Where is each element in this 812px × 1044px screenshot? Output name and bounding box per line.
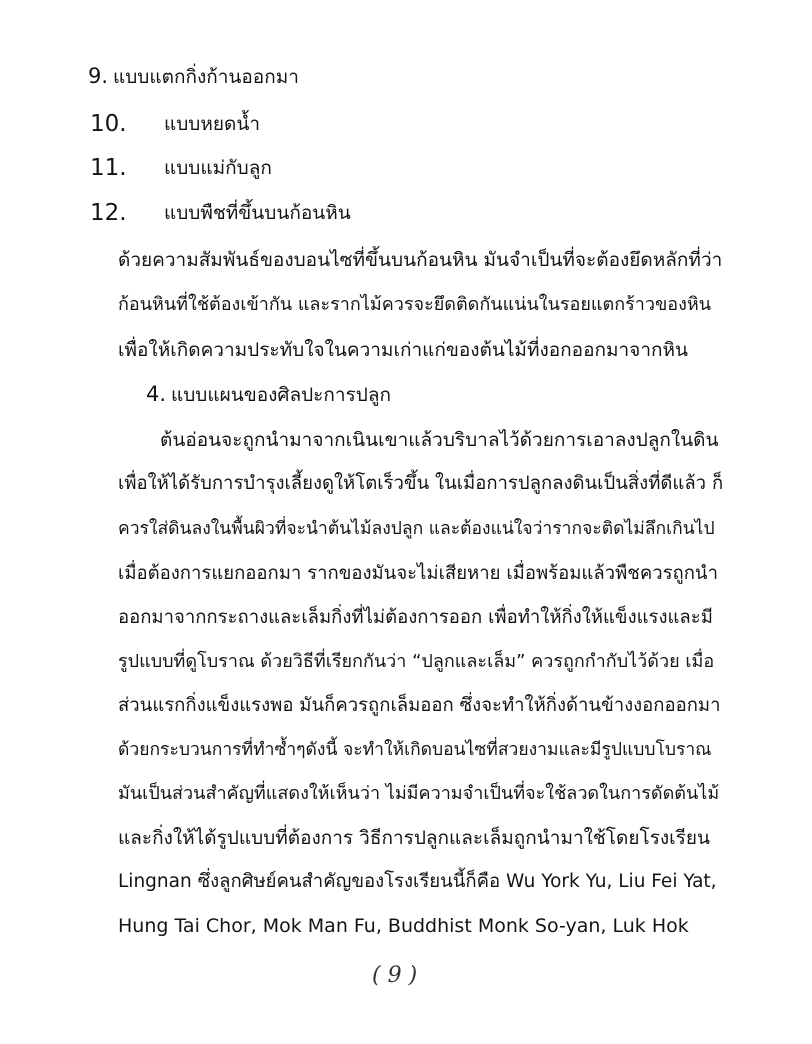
paragraph2-line-6: รูปแบบที่ดูโบราณ ด้วยวิธีที่เรียกกันว่า “ปลูกและเล็ม” ควรถูกกำกับไว้ด้วย เมื่อ <box>118 651 715 672</box>
paragraph2-line-8: ด้วยกระบวนการที่ทำซ้ำๆดังนี้ จะทำให้เกิดบอนไซที่สวยงามและมีรูปแบบโบราณ <box>118 740 712 760</box>
list-item-11-text: แบบแม่กับลูก <box>164 157 272 179</box>
paragraph2-line-2: เพื่อให้ได้รับการบำรุงเลี้ยงดูให้โตเร็วขึ้น ในเมื่อการปลูกลงดินเป็นสิ่งที่ดีแล้ว ก็ <box>118 473 724 494</box>
section-title: แบบแผนของศิลปะการปลูก <box>171 384 391 406</box>
section-number: 4. <box>146 382 167 406</box>
paragraph2-line-3: ควรใส่ดินลงในพื้นผิวที่จะนำต้นไม้ลงปลูก และต้องแน่ใจว่ารากจะติดไม่ลึกเกินไป <box>118 519 715 539</box>
paragraph1-line-3: เพื่อให้เกิดความประทับใจในความเก่าแก่ของต้นไม้ที่งอกออกมาจากหิน <box>118 339 688 361</box>
list-number-9: 9. <box>88 64 109 88</box>
list-number-12: 12. <box>90 200 127 226</box>
paragraph2-line-5: ออกมาจากกระถางและเล็มกิ่งที่ไม่ต้องการออก เพื่อทำให้กิ่งให้แข็งแรงและมี <box>118 607 713 628</box>
list-number-11: 11. <box>90 155 127 181</box>
paragraph2-line-11: Lingnan ซึ่งลูกศิษย์คนสำคัญของโรงเรียนนี้ก็คือ Wu York Yu, Liu Fei Yat, <box>118 871 717 892</box>
paragraph2-line-4: เมื่อต้องการแยกออกมา รากของมันจะไม่เสียหาย เมื่อพร้อมแล้วพืชควรถูกนำ <box>118 563 718 584</box>
paragraph2-line-12: Hung Tai Chor, Mok Man Fu, Buddhist Monk So-yan, Luk Hok <box>118 915 689 937</box>
page-number: ( 9 ) <box>372 963 418 988</box>
paragraph1-line-2: ก้อนหินที่ใช้ต้องเข้ากัน และรากไม้ควรจะยึดติดกันแน่นในรอยแตกร้าวของหิน <box>118 294 712 315</box>
list-item-12-text: แบบพืชที่ขึ้นบนก้อนหิน <box>164 202 351 224</box>
paragraph2-line-9: มันเป็นส่วนสำคัญที่แสดงให้เห็นว่า ไม่มีความจำเป็นที่จะใช้ลวดในการดัดต้นไม้ <box>118 783 720 804</box>
paragraph2-line-1: ต้นอ่อนจะถูกนำมาจากเนินเขาแล้วบริบาลไว้ด้วยการเอาลงปลูกในดิน <box>160 429 719 451</box>
list-item-10-text: แบบหยดน้ำ <box>164 113 261 135</box>
list-item-9-text: แบบแตกกิ่งก้านออกมา <box>113 66 299 88</box>
paragraph2-line-10: และกิ่งให้ได้รูปแบบที่ต้องการ วิธีการปลูกและเล็มถูกนำมาใช้โดยโรงเรียน <box>118 827 710 849</box>
paragraph1-line-1: ด้วยความสัมพันธ์ของบอนไซที่ขึ้นบนก้อนหิน มันจำเป็นที่จะต้องยึดหลักที่ว่า <box>118 249 723 271</box>
paragraph2-line-7: ส่วนแรกกิ่งแข็งแรงพอ มันก็ควรถูกเล็มออก ซึ่งจะทำให้กิ่งด้านข้างงอกออกมา <box>118 695 721 716</box>
list-number-10: 10. <box>90 111 127 137</box>
